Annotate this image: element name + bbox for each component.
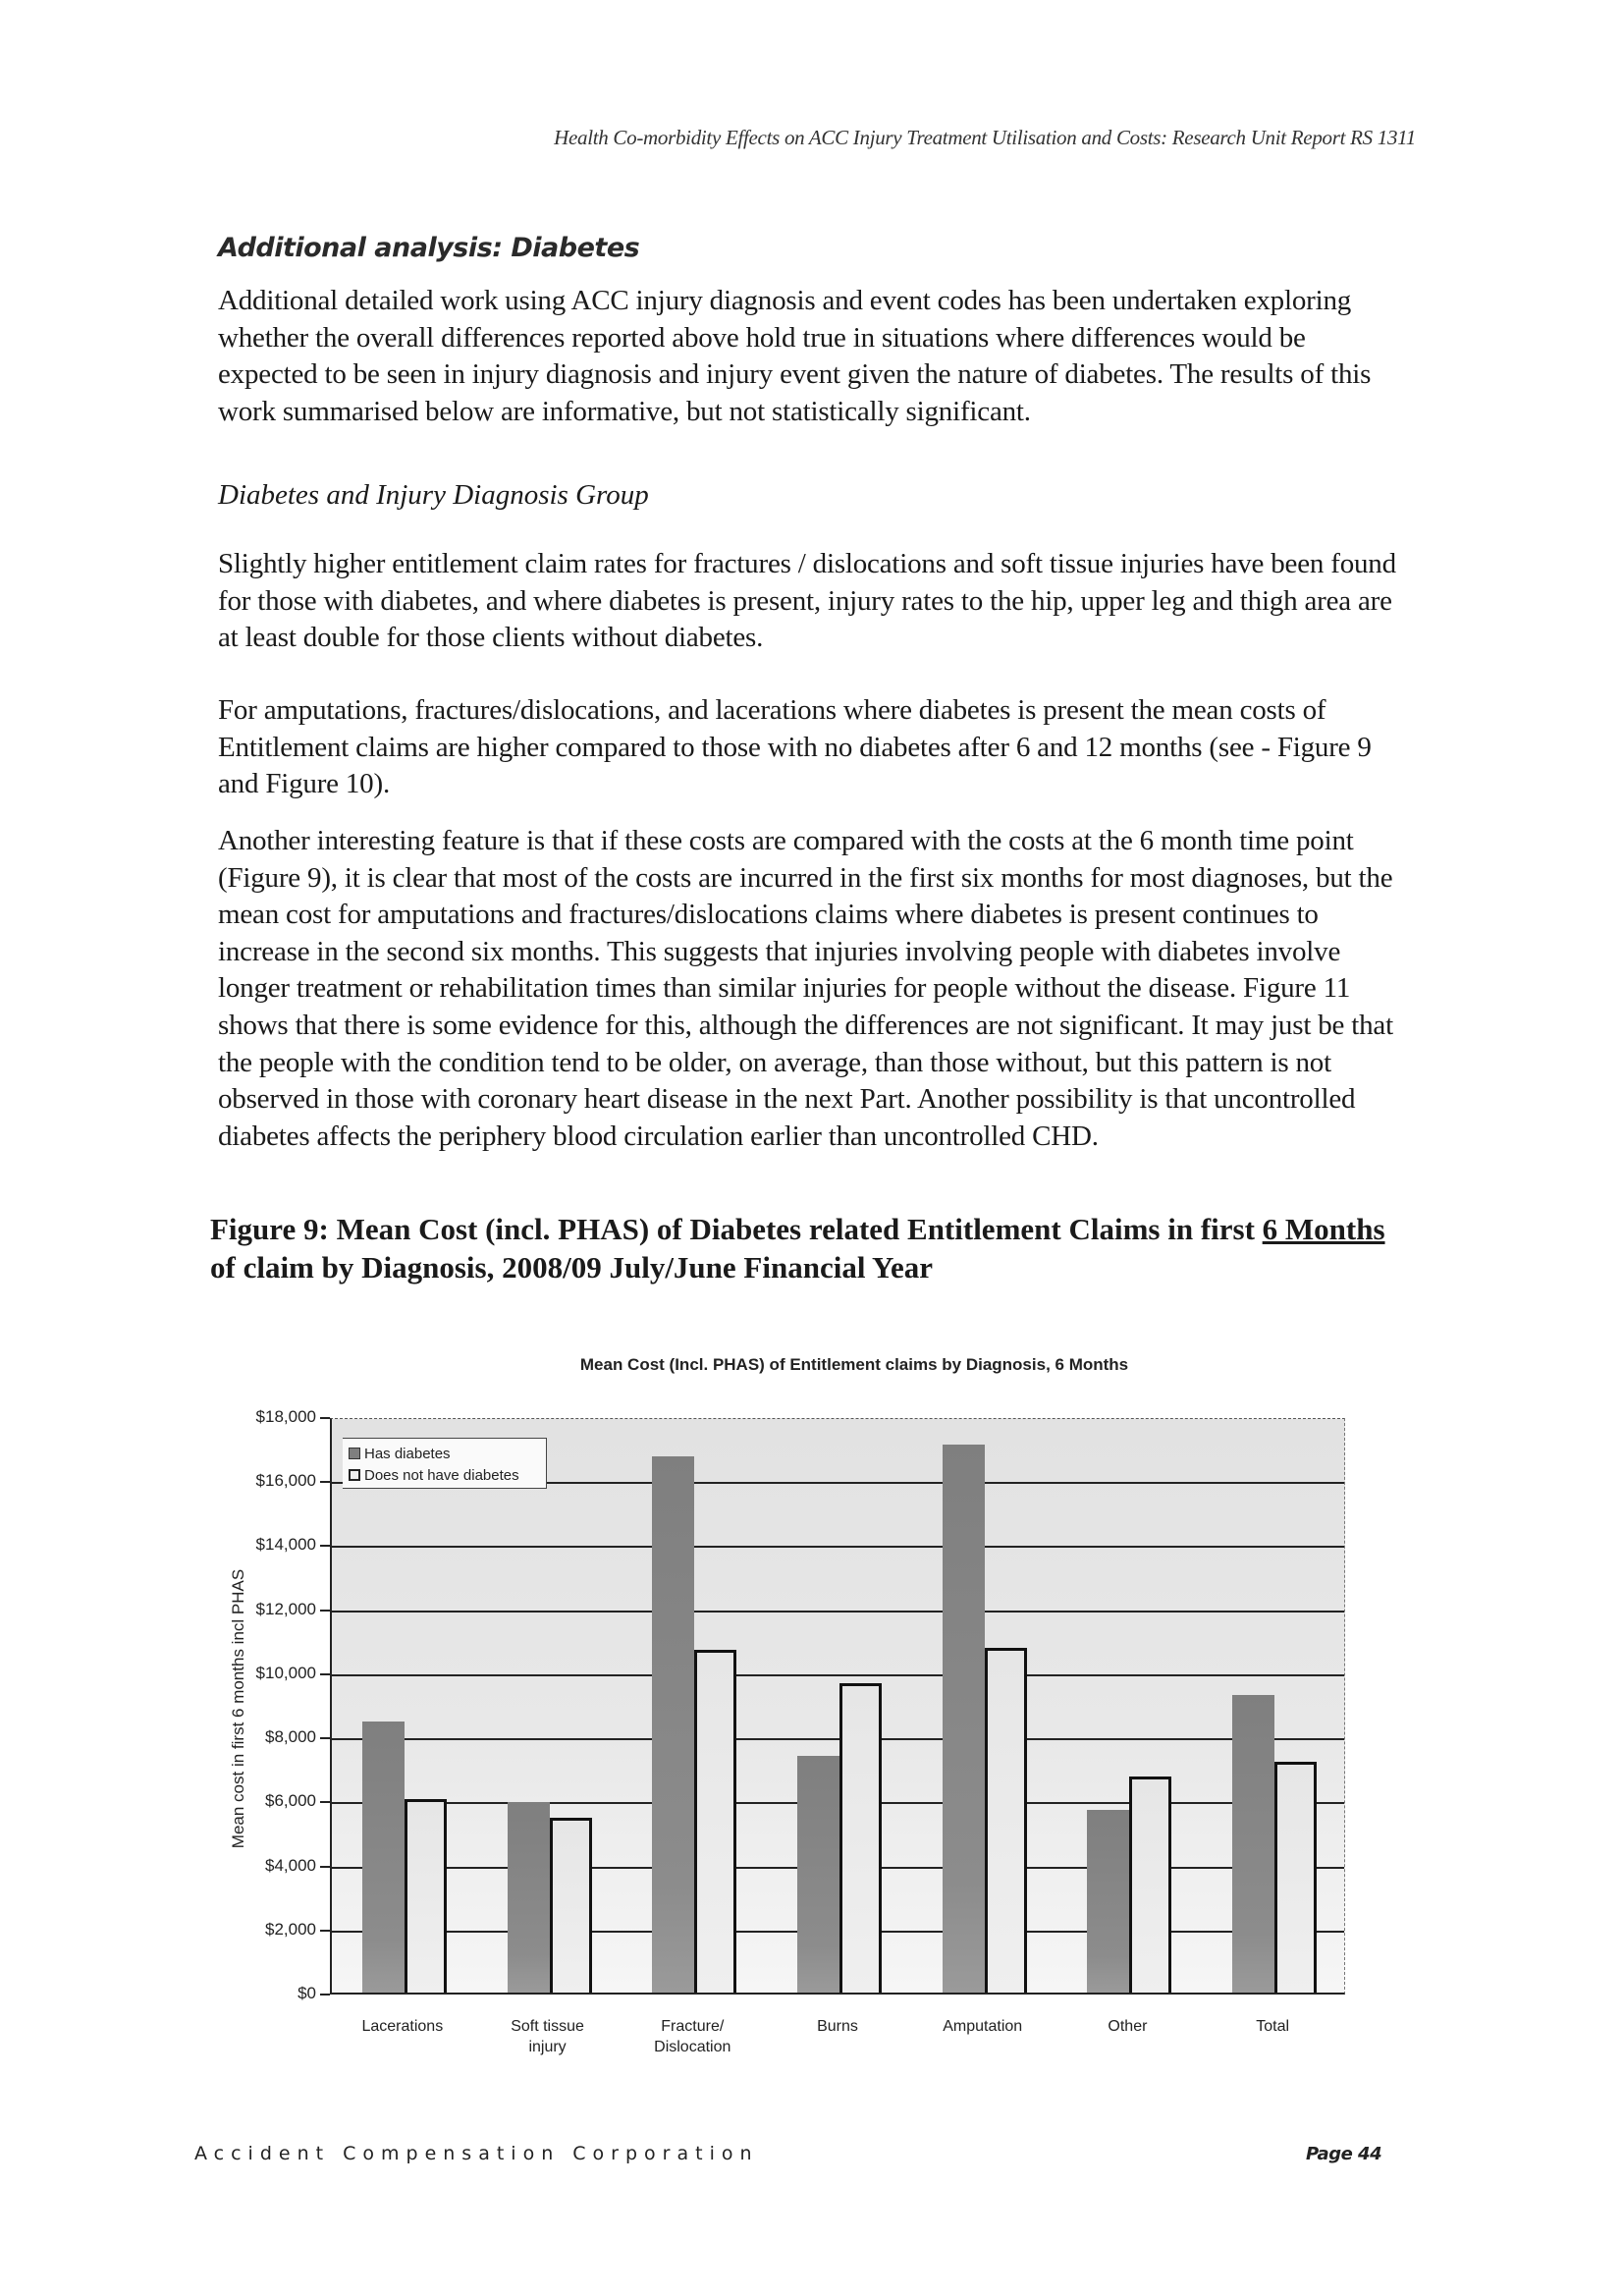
bar-has-diabetes [943, 1445, 985, 1993]
gridline [332, 1674, 1344, 1676]
gridline [332, 1611, 1344, 1613]
caption-text-post: of claim by Diagnosis, 2008/09 July/June Financial Year [210, 1250, 934, 1285]
y-tick-label: $18,000 [255, 1407, 316, 1426]
paragraph-1: Slightly higher entitlement claim rates for fractures / dislocations and soft tissue injuries have been found for those with diabetes, and where diabetes is present, injury rates to the hip, upper leg and thigh area are at least double for those clients without diabetes. [218, 548, 1396, 654]
y-tick-label: $6,000 [265, 1791, 316, 1811]
legend-swatch-has-diabetes-icon [349, 1448, 360, 1459]
caption-text-pre: Figure 9: Mean Cost (incl. PHAS) of Diabetes related Entitlement Claims in first [210, 1212, 1263, 1246]
plot-area [330, 1418, 1345, 1995]
y-tick-mark [320, 1930, 330, 1932]
y-tick-label: $16,000 [255, 1471, 316, 1491]
x-tick-label: Lacerations [361, 2018, 444, 2035]
y-tick-label: $4,000 [265, 1855, 316, 1875]
chart-legend [343, 1438, 547, 1489]
x-tick-label: Total [1256, 2018, 1290, 2035]
bar-has-diabetes [797, 1756, 839, 1993]
y-tick-mark [320, 1481, 330, 1483]
y-tick-label: $0 [298, 1984, 316, 2002]
bar-has-diabetes [1232, 1695, 1274, 1993]
y-tick-label: $8,000 [265, 1727, 316, 1747]
caption-text-underlined: 6 Months [1262, 1212, 1385, 1246]
intro-paragraph: Additional detailed work using ACC injury diagnosis and event codes has been undertaken exploring whether the overall differences reported above hold true in situations where differences would be expected to be seen in injury diagnosis and injury event given the nature of diabetes. The results of this work summarised below are informative, but not statistically significant. [218, 285, 1372, 427]
footer-organisation: Accident Compensation Corporation [194, 2143, 759, 2164]
subheading: Diabetes and Injury Diagnosis Group [218, 479, 649, 511]
y-tick-mark [320, 1610, 330, 1612]
running-header: Health Co-morbidity Effects on ACC Injury Treatment Utilisation and Costs: Research Unit Report RS 1311 [554, 126, 1416, 149]
gridline [332, 1738, 1344, 1740]
y-tick-label: $2,000 [265, 1919, 316, 1939]
y-axis-label: Mean cost in first 6 months incl PHAS [229, 1568, 247, 1849]
y-tick-mark [320, 1737, 330, 1739]
y-tick-mark [320, 1866, 330, 1868]
bar-no-diabetes [1129, 1777, 1171, 1993]
x-tick-label: Other [1108, 2018, 1148, 2035]
y-tick-mark [320, 1545, 330, 1547]
legend-label: Does not have diabetes [364, 1466, 519, 1484]
section-title: Additional analysis: Diabetes [218, 233, 640, 263]
page-number: Page 44 [1306, 2144, 1382, 2164]
bar-no-diabetes [405, 1799, 447, 1993]
legend-swatch-no-diabetes-icon [349, 1469, 360, 1481]
bar-no-diabetes [694, 1650, 736, 1993]
paragraph-3: Another interesting feature is that if these costs are compared with the costs at the 6 month time point (Figure 9), it is clear that most of the costs are incurred in the first six months for most diagnoses, but the mean cost for amputations and fractures/dislocations claims where diabetes is present continues to increase in the second six months. This suggests that injuries involving people with diabetes involve longer treatment or rehabilitation times than similar injuries for people without the disease. Figure 11 shows that there is some evidence for this, although the differences are not significant. It may just be that the people with the condition tend to be older, on average, than those without, but this pattern is not observed in those with coronary heart disease in the next Part. Another possibility is that uncontrolled diabetes affects the periphery blood circulation earlier than uncontrolled CHD. [218, 825, 1393, 1152]
bar-has-diabetes [508, 1802, 550, 1993]
bar-no-diabetes [839, 1683, 882, 1993]
legend-label: Has diabetes [364, 1445, 451, 1462]
y-tick-mark [320, 1994, 330, 1995]
bar-has-diabetes [652, 1456, 694, 1993]
legend-item-no-diabetes [349, 1464, 540, 1486]
y-tick-mark [320, 1417, 330, 1419]
gridline [332, 1546, 1344, 1548]
y-tick-label: $14,000 [255, 1535, 316, 1555]
bar-has-diabetes [1087, 1810, 1129, 1993]
x-tick-label: Amputation [943, 2018, 1023, 2035]
bar-has-diabetes [362, 1722, 405, 1993]
chart-title: Mean Cost (Incl. PHAS) of Entitlement claims by Diagnosis, 6 Months [579, 1355, 1129, 1374]
x-tick-label: Burns [817, 2018, 858, 2035]
bar-no-diabetes [550, 1818, 592, 1993]
x-tick-label: Soft tissue injury [511, 2018, 584, 2055]
legend-item-has-diabetes [349, 1443, 540, 1464]
y-tick-label: $12,000 [255, 1599, 316, 1618]
y-tick-label: $10,000 [255, 1663, 316, 1682]
figure-caption [210, 1210, 1388, 1286]
y-tick-mark [320, 1801, 330, 1803]
y-tick-mark [320, 1673, 330, 1675]
x-tick-label: Fracture/ Dislocation [654, 2018, 731, 2055]
bar-no-diabetes [1274, 1762, 1317, 1993]
bar-no-diabetes [985, 1648, 1027, 1993]
paragraph-2: For amputations, fractures/dislocations, and lacerations where diabetes is present the mean costs of Entitlement claims are higher compared to those with no diabetes after 6 and 12 months (see - Figure 9 and Figure 10). [218, 694, 1372, 800]
